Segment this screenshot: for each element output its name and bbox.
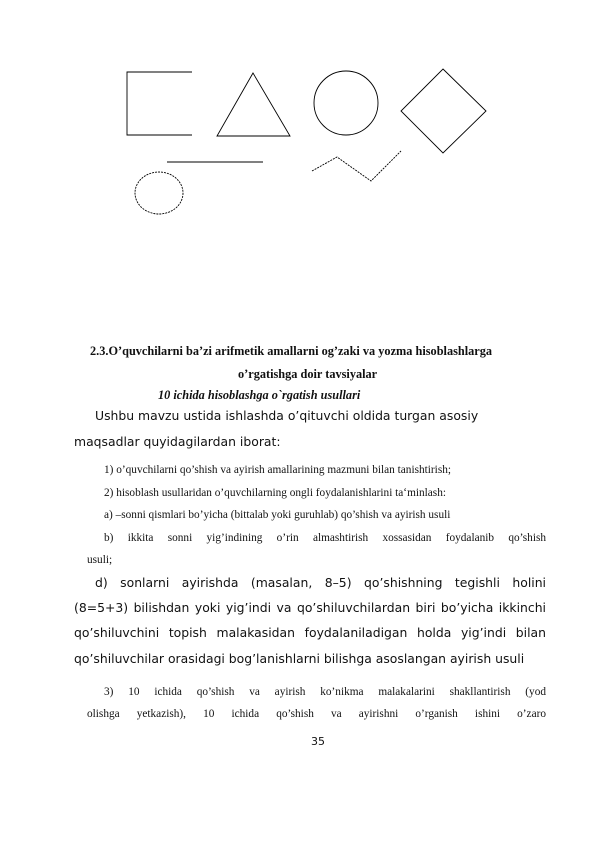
- list-item-d-line2: (8=5+3) bilishdan yoki yig’indi va qo’shiluvchilardan biri bo’yicha ikkinchi: [74, 600, 546, 615]
- list-item-1: 1) o’quvchilarni qo’shish va ayirish amallarining mazmuni bilan tanishtirish;: [104, 464, 451, 476]
- page-number: 35: [311, 735, 325, 748]
- list-item-d-line1: d) sonlarni ayirishda (masalan, 8–5) qo’shishning tegishli holini: [95, 575, 546, 590]
- list-item-3-line2: olishga yetkazish), 10 ichida qo’shish va ayirishni o’rganish ishini o’zaro: [87, 708, 546, 720]
- list-item-a: a) –sonni qismlari bo’yicha (bittalab yoki guruhlab) qo’shish va ayirish usuli: [104, 509, 451, 521]
- list-item-b-line1: b) ikkita sonni yig’indining o’rin almashtirish xossasidan foydalanib qo’shish: [104, 532, 546, 544]
- section-title-line2: o’rgatishga doir tavsiyalar: [238, 367, 378, 381]
- section-title-line1: 2.3.O’quvchilarni ba’zi arifmetik amallarni og’zaki va yozma hisoblashlarga: [90, 344, 493, 358]
- broken-line-shape: [312, 151, 401, 181]
- list-item-d-line4: qo’shiluvchilar orasidagi bog’lanishlarni bilishga asoslangan ayirish usuli: [74, 651, 525, 666]
- ellipse-shape: [135, 172, 183, 214]
- list-item-2: 2) hisoblash usullaridan o’quvchilarning ongli foydalanishlarini ta‘minlash:: [104, 487, 446, 499]
- rectangle-shape: [127, 72, 192, 135]
- triangle-shape: [217, 73, 290, 136]
- intro-line2: maqsadlar quyidagilardan iborat:: [74, 434, 281, 449]
- diamond-shape: [401, 69, 486, 153]
- list-item-3-line1: 3) 10 ichida qo’shish va ayirish ko’nikma malakalarini shakllantirish (yod: [104, 686, 546, 698]
- list-item-b-line2: usuli;: [87, 554, 113, 566]
- circle-shape: [314, 71, 378, 135]
- intro-line1: Ushbu mavzu ustida ishlashda o’qituvchi oldida turgan asosiy: [95, 408, 479, 423]
- geometric-shapes-figure: [0, 0, 595, 230]
- subtitle: 10 ichida hisoblashga o`rgatish usullari: [158, 388, 361, 402]
- list-item-d-line3: qo’shiluvchini topish malakasidan foydalaniladigan holda yig’indi bilan: [74, 625, 546, 640]
